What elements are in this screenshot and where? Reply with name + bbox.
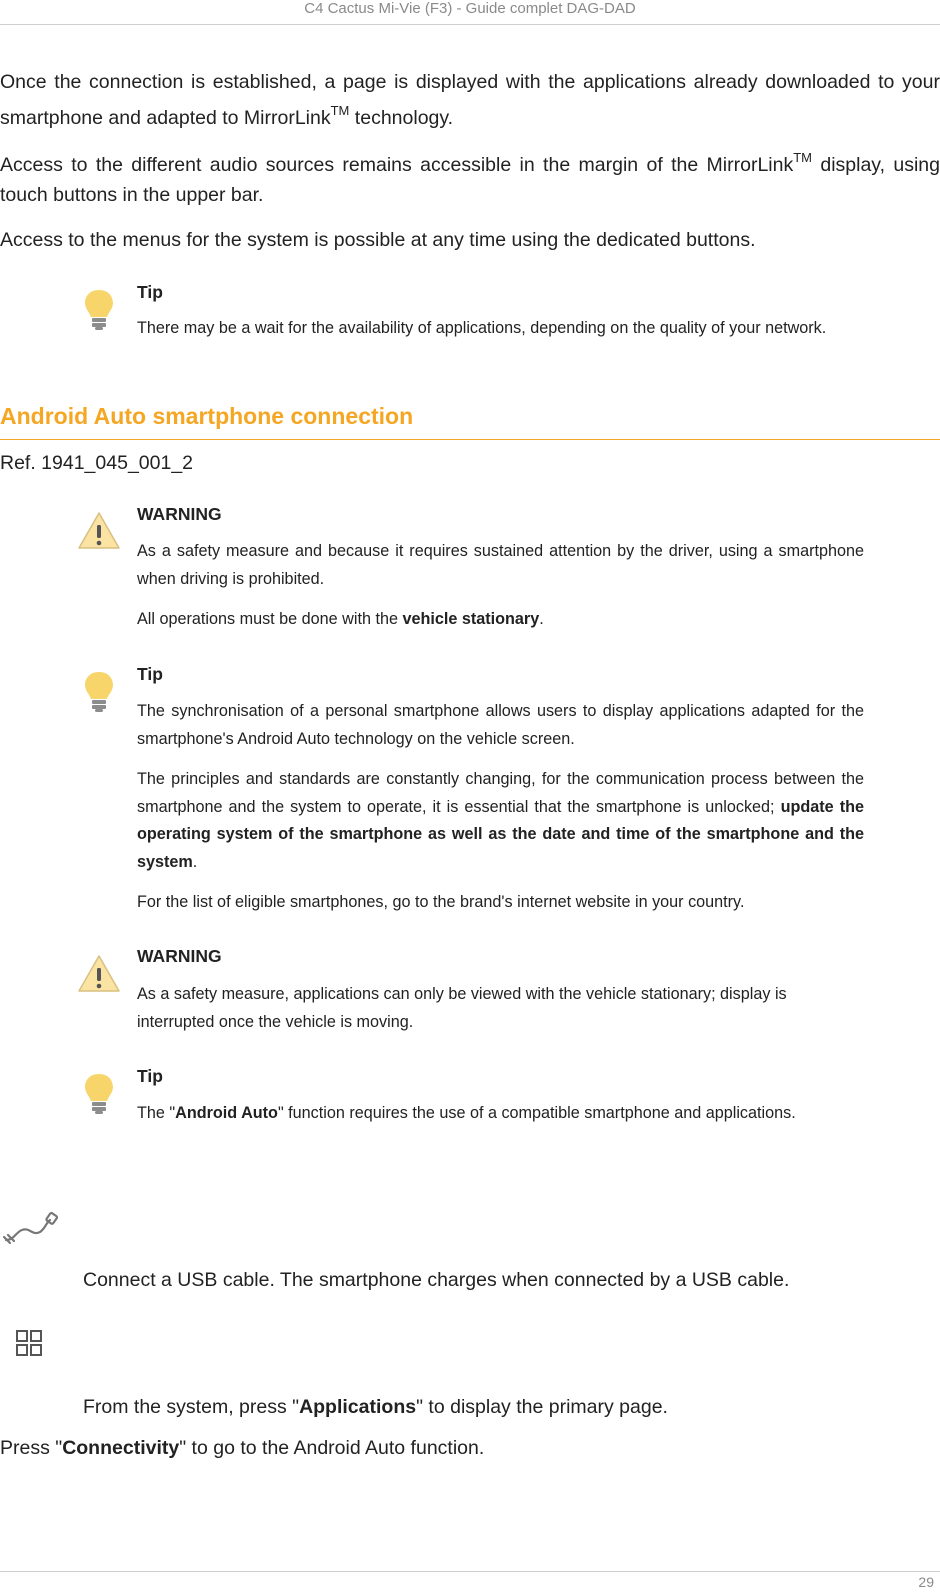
usb-cable-icon <box>2 1210 60 1248</box>
warning-icon <box>76 951 122 997</box>
tip-text: There may be a wait for the availability of applications, depending on the quality of your network. <box>137 319 827 337</box>
step-connectivity-text: Press "Connectivity" to go to the Android Auto function. <box>0 1437 485 1459</box>
intro-paragraph-2: Access to the different audio sources remains accessible in the margin of the MirrorLink™ display, using touch buttons in the upper bar. <box>0 150 940 206</box>
tip-title: Tip <box>137 282 163 302</box>
section-divider <box>0 439 940 440</box>
warning-title: WARNING <box>137 946 222 966</box>
tip-title: Tip <box>137 1066 163 1086</box>
document-title: C4 Cactus Mi-Vie (F3) - Guide complet DAG-DAD <box>304 0 636 17</box>
section-heading: Android Auto smartphone connection <box>0 403 414 429</box>
warning-icon <box>76 508 122 554</box>
tip-text-2: The principles and standards are constantly changing, for the communication process between the smartphone and the system to operate, it is essential that the smartphone is unlocked; update the operating system of the smartphone as well as the date and time of the smartphone and the system. <box>137 770 865 871</box>
step-applications-text: From the system, press "Applications" to display the primary page. <box>83 1396 668 1418</box>
intro-paragraph-3: Access to the menus for the system is possible at any time using the dedicated buttons. <box>0 229 756 251</box>
intro-paragraph-1: Once the connection is established, a page is displayed with the applications already downloaded to your smartphone and adapted to MirrorLink™ technology. <box>0 71 940 129</box>
warning-text: As a safety measure and because it requires sustained attention by the driver, using a smartphone when driving is prohibited. <box>137 542 864 588</box>
warning-text-2: All operations must be done with the vehicle stationary. <box>137 610 544 628</box>
reference-code: Ref. 1941_045_001_2 <box>0 452 194 474</box>
applications-grid-icon <box>15 1329 43 1357</box>
tip-text: The synchronisation of a personal smartphone allows users to display applications adapted for the smartphone's Android Auto technology on the vehicle screen. <box>137 702 864 748</box>
page-number: 29 <box>918 1574 934 1590</box>
lightbulb-icon <box>76 286 122 332</box>
tip-title: Tip <box>137 664 163 684</box>
tip-text-3: For the list of eligible smartphones, go to the brand's internet website in your country. <box>137 893 745 911</box>
lightbulb-icon <box>76 1070 122 1116</box>
page-header <box>0 0 940 25</box>
tip-text: The "Android Auto" function requires the use of a compatible smartphone and applications. <box>137 1104 796 1122</box>
lightbulb-icon <box>76 668 122 714</box>
warning-text: As a safety measure, applications can only be viewed with the vehicle stationary; display is interrupted once the vehicle is moving. <box>137 985 787 1031</box>
step-usb-text: Connect a USB cable. The smartphone charges when connected by a USB cable. <box>83 1269 790 1291</box>
warning-title: WARNING <box>137 504 222 524</box>
footer-divider <box>0 1571 940 1572</box>
